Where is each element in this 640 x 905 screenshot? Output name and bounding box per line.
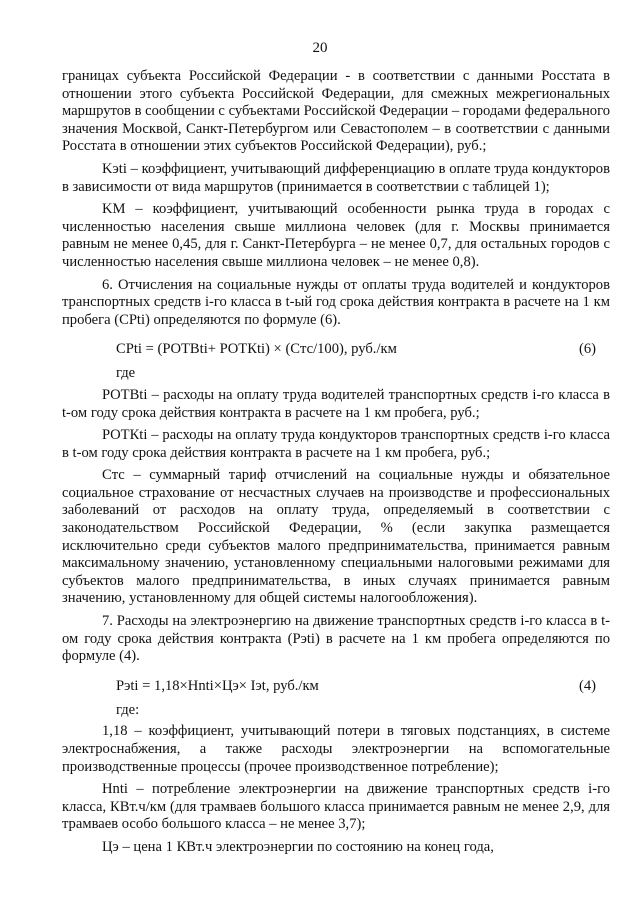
paragraph-h-nti: Hnti – потребление электроэнергии на движение транспортных средств i-го класса, КВт.ч/км (для трамваев большого класса принимается равным не менее 2,9, для трамваев особо большого класса – не менее 3,7);	[62, 781, 610, 833]
body-text	[62, 68, 610, 857]
formula-6	[62, 341, 610, 361]
where-label-1: где	[116, 365, 136, 382]
paragraph-c-ts: Cтс – суммарный тариф отчислений на социальные нужды и обязательное социальное страхование от несчастных случаев на производстве и профессиональных заболеваний от расходов на оплату труда, определяемый в соответствии с законодательством Российской Федерации, % (если закупка размещается исключительно среди субъектов малого предпринимательства, принимается равным максимальному значению, установленному специальными налоговыми режимами для субъектов малого предпринимательства, в иных случаях принимается равным значению, установленному для общей системы налогообложения).	[62, 467, 610, 607]
page-number: 20	[312, 40, 328, 56]
paragraph-p-otv: PОТВti – расходы на оплату труда водителей транспортных средств i-го класса в t-ом году срока действия контракта в расчете на 1 км пробега, руб.;	[62, 386, 610, 421]
paragraph-k-eti: Kэti – коэффициент, учитывающий дифференциацию в оплате труда кондукторов в зависимости от вида маршрутов (принимается в соответствии с таблицей 1);	[62, 160, 610, 195]
paragraph-p-otk: PОТКti – расходы на оплату труда кондукторов транспортных средств i-го класса в t-ом году срока действия контракта в расчете на 1 км пробега, руб.;	[62, 427, 610, 461]
paragraph-c-e: Цэ – цена 1 КВт.ч электроэнергии по состоянию на конец года,	[102, 838, 494, 855]
where-label-2: где:	[116, 701, 140, 718]
paragraph-k-m: KM – коэффициент, учитывающий особенности рынка труда в городах с численностью населения свыше миллиона человек (для г. Москвы принимается равным не менее 0,45, для г. Санкт-Петербурга – не менее 0,7, для остальных городов с численностью населения свыше миллиона человек – не менее 0,8).	[62, 201, 610, 270]
formula-4-number: (4)	[578, 677, 596, 694]
paragraph-coefficient-118: 1,18 – коэффициент, учитывающий потери в тяговых подстанциях, в системе электроснабжения, а также расходы электроэнергии на вспомогательные производственные процессы (прочее производственное потребление);	[62, 723, 610, 775]
paragraph-section-7: 7. Расходы на электроэнергию на движение транспортных средств i-го класса в t-ом году срока действия контракта (Pэti) в расчете на 1 км пробега определяются по формуле (4).	[62, 613, 610, 665]
formula-6-number: (6)	[578, 341, 596, 358]
formula-6-expression: CPti = (PОТВti+ PОТКti) × (Cтс/100), руб./км	[116, 341, 397, 358]
paragraph-continuation: границах субъекта Российской Федерации - в соответствии с данными Росстата в отношении этого субъекта Российской Федерации, для смежных межрегиональных маршрутов в сообщении с субъектами Российской Федерации – городами федерального значения Москвой, Санкт-Петербургом или Севастополем – в соответствии с данными Росстата в отношении этих субъектов Российской Федерации), руб.;	[62, 68, 610, 155]
paragraph-section-6: 6. Отчисления на социальные нужды от оплаты труда водителей и кондукторов транспортных средств i-го класса в t-ый год срока действия контракта в расчете на 1 км пробега (CPti) определяются по формуле (6).	[62, 276, 610, 328]
formula-4-expression: Pэti = 1,18×Hnti×Цэ× Iэt, руб./км	[116, 677, 319, 694]
formula-4	[62, 678, 610, 698]
